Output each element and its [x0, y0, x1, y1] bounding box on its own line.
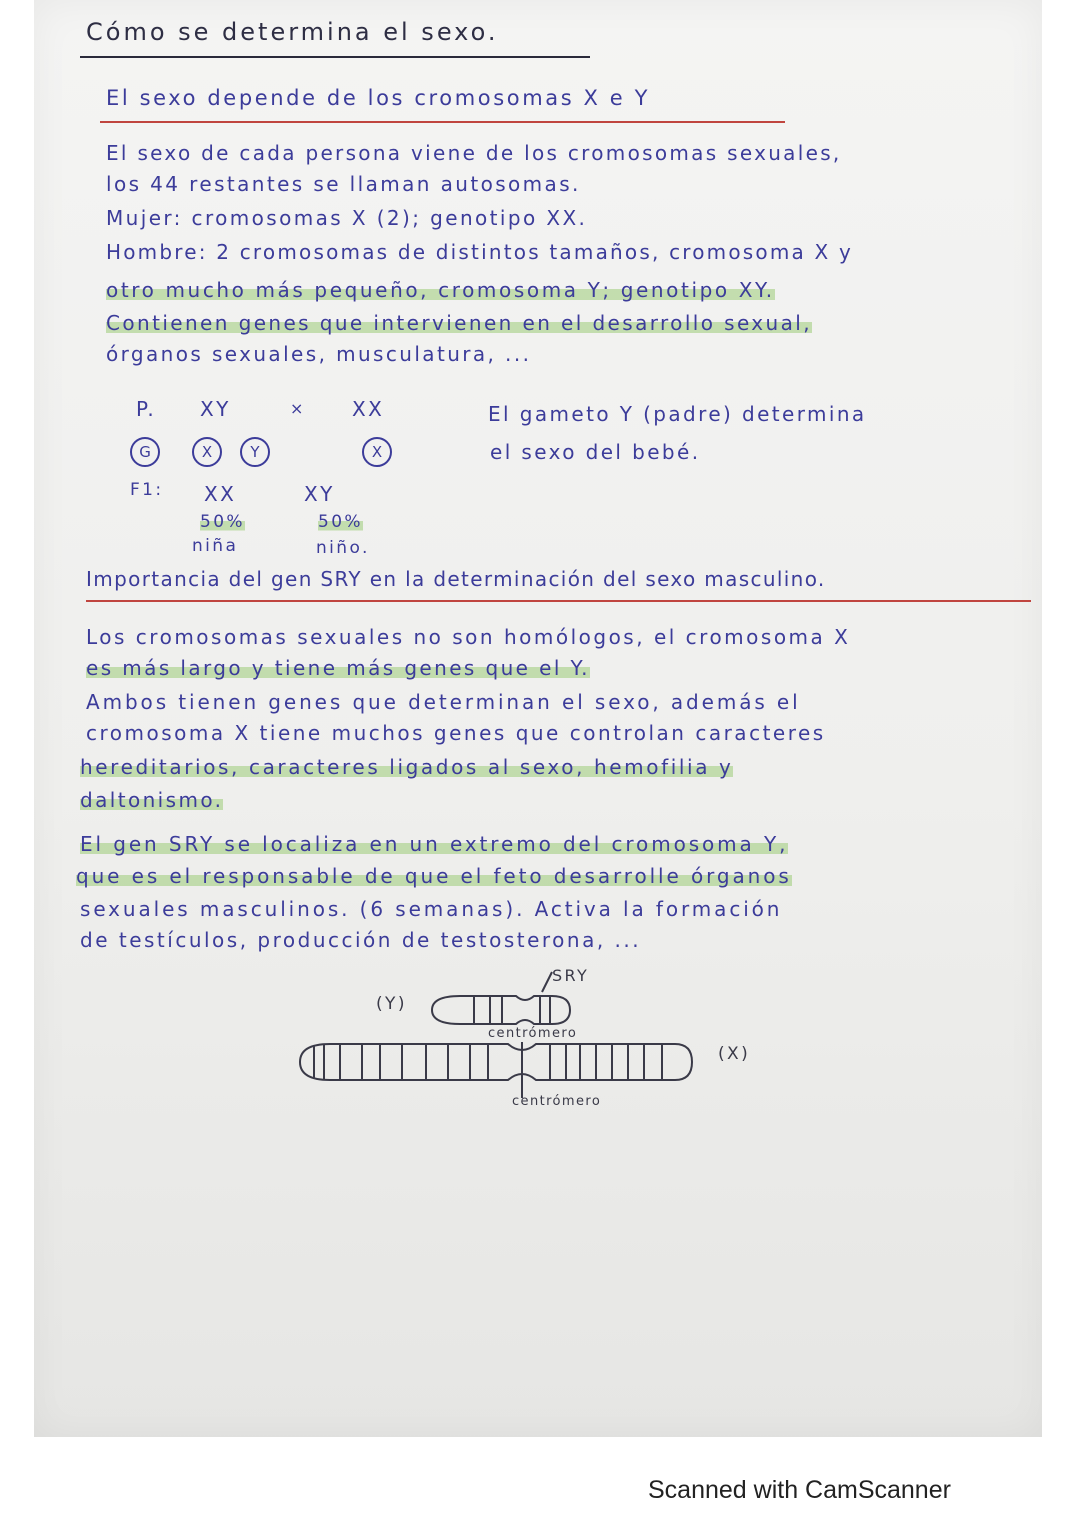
- section1-underline: [100, 121, 785, 123]
- f1-genotype-xx: XX: [204, 482, 237, 506]
- scanner-watermark: Scanned with CamScanner: [648, 1476, 951, 1504]
- diagram-label-x: (X): [718, 1044, 751, 1064]
- s1-line-7: órganos sexuales, musculatura, ...: [106, 342, 532, 366]
- s2-line-3: Ambos tienen genes que determinan el sexo, además el: [86, 690, 801, 714]
- cross-g-label: G: [130, 437, 160, 467]
- diagram-label-centromere-y: centrómero: [488, 1026, 578, 1041]
- s2-line-4: cromosoma X tiene muchos genes que controlan caracteres: [86, 721, 826, 745]
- cross-sign: ×: [290, 399, 306, 418]
- diagram-label-centromere-x: centrómero: [512, 1094, 602, 1109]
- gamete-father-y: Y: [240, 437, 270, 467]
- s2-line-2: es más largo y tiene más genes que el Y.: [86, 656, 590, 680]
- s2-line-6: daltonismo.: [80, 788, 224, 812]
- gamete-mother-x: X: [362, 437, 392, 467]
- s1-line-6: Contienen genes que intervienen en el desarrollo sexual,: [106, 311, 812, 335]
- s2-line-10: de testículos, producción de testosterona, ...: [80, 928, 642, 952]
- s1-line-1: El sexo de cada persona viene de los cromosomas sexuales,: [106, 141, 842, 165]
- section2-heading: Importancia del gen SRY en la determinación del sexo masculino.: [86, 567, 826, 591]
- s2-line-8: que es el responsable de que el feto desarrolle órganos: [76, 864, 792, 888]
- page-title: Cómo se determina el sexo.: [86, 18, 499, 46]
- f1-genotype-xy: XY: [304, 482, 335, 506]
- cross-f1-label: F1:: [130, 480, 164, 500]
- s2-line-1: Los cromosomas sexuales no son homólogos, el cromosoma X: [86, 625, 851, 649]
- section1-heading: El sexo depende de los cromosomas X e Y: [106, 86, 651, 110]
- gamete-father-x: X: [192, 437, 222, 467]
- f1-percent-girl: 50%: [200, 512, 245, 532]
- s2-line-7: El gen SRY se localiza en un extremo del cromosoma Y,: [80, 832, 789, 856]
- section2-underline: [86, 600, 1031, 602]
- cross-note-line-2: el sexo del bebé.: [490, 440, 701, 464]
- f1-percent-boy: 50%: [318, 512, 363, 532]
- f1-name-boy: niño.: [316, 538, 370, 558]
- cross-p-label: P.: [136, 397, 157, 421]
- s1-line-4: Hombre: 2 cromosomas de distintos tamaños, cromosoma X y: [106, 240, 854, 264]
- cross-p-mother: XX: [352, 397, 385, 421]
- cross-p-father: XY: [200, 397, 231, 421]
- diagram-label-sry: SRY: [552, 966, 590, 985]
- f1-name-girl: niña: [192, 536, 239, 556]
- diagram-label-y: (Y): [376, 994, 407, 1014]
- s1-line-3: Mujer: cromosomas X (2); genotipo XX.: [106, 206, 588, 230]
- s2-line-9: sexuales masculinos. (6 semanas). Activa la formación: [80, 897, 783, 921]
- s2-line-5: hereditarios, caracteres ligados al sexo, hemofilia y: [80, 755, 734, 779]
- title-underline: [80, 56, 590, 58]
- s1-line-2: los 44 restantes se llaman autosomas.: [106, 172, 581, 196]
- cross-note-line-1: El gameto Y (padre) determina: [488, 402, 867, 426]
- chromosome-x-shape: [300, 1044, 692, 1080]
- s1-line-5: otro mucho más pequeño, cromosoma Y; genotipo XY.: [106, 278, 775, 302]
